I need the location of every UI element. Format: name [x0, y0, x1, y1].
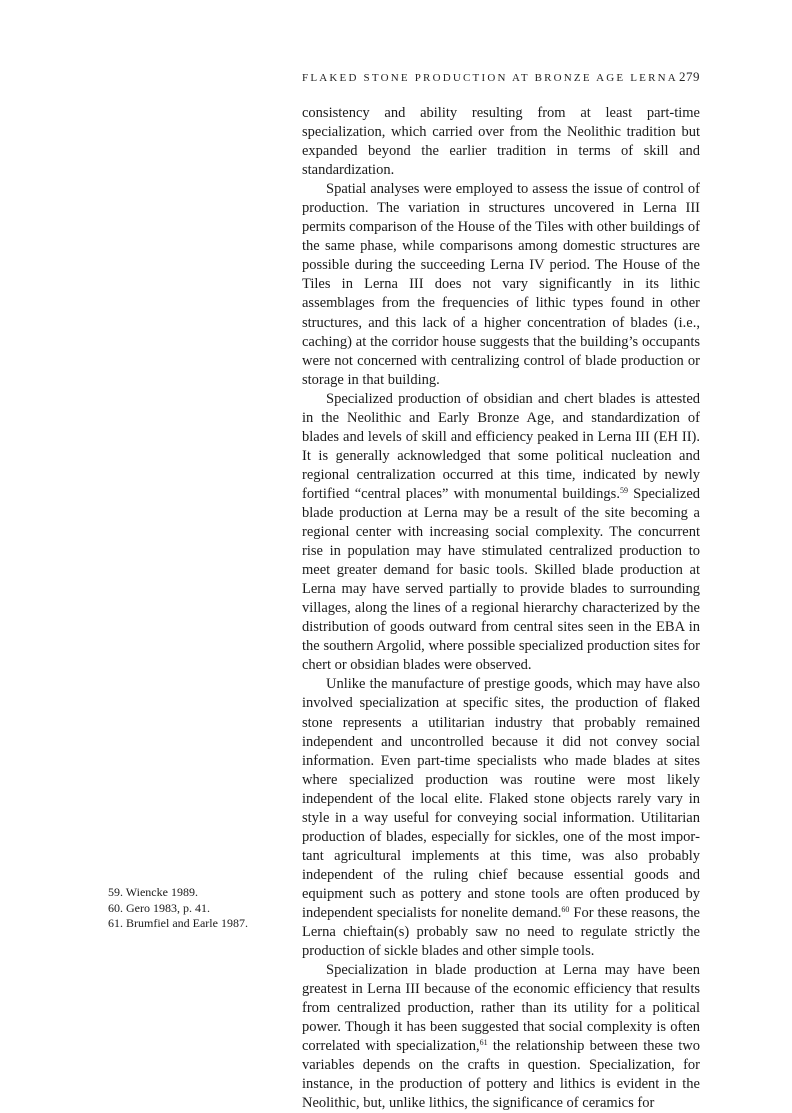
footnote-61: 61. Brumfiel and Earle 1987.: [108, 916, 248, 930]
note-ref-61: 61: [479, 1038, 488, 1048]
paragraph-prestige-goods: Unlike the manufacture of prestige goods, which may have also involved specialization at specific sites, the production of flaked stone represents a utilitarian industry that probably remained independent and uncontrolled because it did not convey social information. Even part-time specialists who made blades at sites where specialized production was routine were most likely independent of the local elite. Flaked stone objects rarely vary in style in a way useful for conveying social information. Utilitarian production of blades, especially for sickles, one of the most important agricultural implements at this time, was also probably independent of the ruling chief because essential goods and equipment such as pottery and stone tools are often produced by independent specialists for nonelite demand.$^{60}$ For these reasons, the Lerna chieftain(s) probably saw no need to regulate strictly the production of sickle blades and other simple tools.: [302, 676, 700, 960]
footnote-60: 60. Gero 1983, p. 41.: [108, 900, 210, 915]
footnotes: [108, 885, 288, 932]
note-ref-59: 59: [619, 485, 628, 495]
paragraph-specialized-production: Specialized production of obsidian and chert blades is attested in the Neolithic and Early Bronze Age, and standardization of blades and levels of skill and efficiency peaked in Lerna III (EH II). It is generally acknowledged that some political nucleation and regional centralization occurred at this time, indicated by newly fortified “central places” with monumental buildings.$^{59}$ Specialized blade production at Lerna may be a result of the site becoming a regional center with increasing social complexity. The concurrent rise in population may have stimulated centralized production to meet greater demand for basic tools. Skilled blade production at Lerna may have served partially to provide blades to surrounding villages, along the lines of a regional hierarchy characterized by the distribution of goods outward from central sites seen in the EBA in the southern Argolid, where possible specialized production sites for chert or obsidian blades were observed.: [302, 390, 701, 674]
paragraph-specialization-lerna-iii: Specialization in blade production at Lerna may have been greatest in Lerna III because of the economic efficiency that results from centralized production, rather than its utility for a political power. Though it has been suggested that social complexity is often correlated with specialization,$^{61}$ the relationship between these two variables depends on the crafts in question. Specialization, for instance, in the production of pottery and lithics is evident in the Neolithic, but, unlike lithics, the significance of ceramics for: [302, 962, 701, 1112]
paragraph-spatial-analyses: Spatial analyses were employed to assess the issue of control of production. The variation in structures uncovered in Lerna III permits comparison of the House of the Tiles with other buildings of the same phase, while comparisons among domestic structures are possible during the succeeding Lerna IV period. The House of the Tiles in Lerna III does not vary significantly in its lithic assemblages from the frequencies of lithic types found in other structures, and this lack of a higher concentration of blades (i.e., caching) at the corridor house suggests that the building’s occupants were not concerned with centralizing control of blade production or storage in that building.: [302, 181, 700, 388]
footnote-59: 59. Wiencke 1989.: [108, 885, 198, 899]
body-text: [302, 104, 700, 1113]
running-header: [302, 71, 700, 85]
running-title: FLAKED STONE PRODUCTION AT BRONZE AGE LERNA: [302, 72, 678, 84]
paragraph-continued: consistency and ability resulting from at least part-time specialization, which carried over from the Neolithic tradition but expanded beyond the earlier tradition in terms of skill and standardization.: [302, 105, 700, 179]
page-number: 279: [679, 69, 700, 84]
note-ref-60: 60: [561, 904, 570, 914]
